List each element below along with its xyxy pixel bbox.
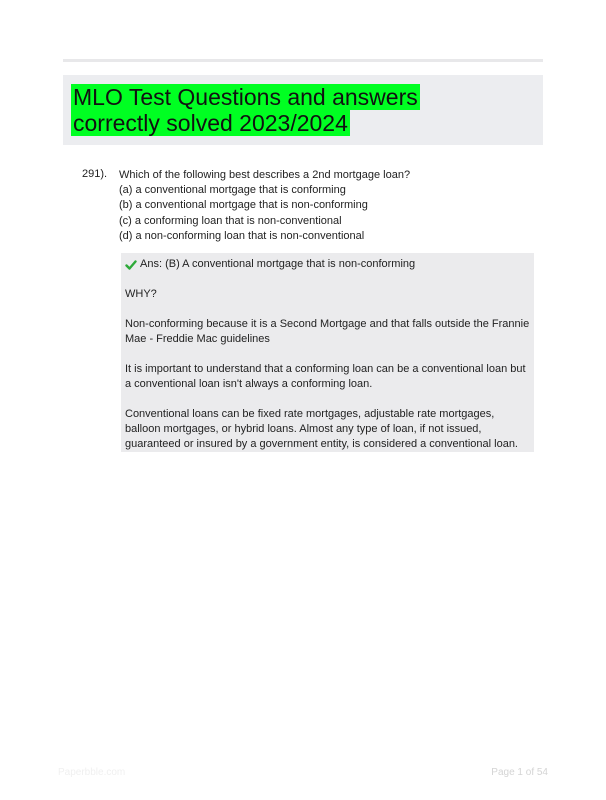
document-title: MLO Test Questions and answers correctly solved 2023/2024 xyxy=(73,84,418,136)
option-b: (b) a conventional mortgage that is non-conforming xyxy=(119,199,368,212)
option-a: (a) a conventional mortgage that is conforming xyxy=(119,184,346,197)
checkmark-icon xyxy=(125,259,137,271)
explanation-paragraph-3: Conventional loans can be fixed rate mortgages, adjustable rate mortgages, balloon mortgages, or hybrid loans. Almost any type of loan, if not issued, guaranteed or insured by a government entity, is considered a conventional loan. xyxy=(125,408,518,450)
answer-line xyxy=(125,257,530,272)
answer-box xyxy=(121,253,534,452)
footer-watermark: Paperbble.com xyxy=(58,767,126,778)
question-number: 291). xyxy=(82,168,108,180)
question-text: Which of the following best describes a 2nd mortgage loan? xyxy=(119,169,411,181)
option-c: (c) a conforming loan that is non-conventional xyxy=(119,214,342,227)
option-d: (d) a non-conforming loan that is non-conventional xyxy=(119,229,365,242)
page-indicator: Page 1 of 54 xyxy=(491,767,548,778)
answer-label: Ans: (B) A conventional mortgage that is non-conforming xyxy=(140,258,416,270)
question-block xyxy=(119,168,410,244)
explanation-paragraph-2: It is important to understand that a conforming loan can be a conventional loan but a conventional loan isn't always a conforming loan. xyxy=(125,363,526,390)
explanation-paragraph-1: Non-conforming because it is a Second Mortgage and that falls outside the Frannie Mae - Freddie Mac guidelines xyxy=(125,318,530,345)
top-divider xyxy=(63,59,543,62)
title-banner xyxy=(63,75,543,145)
why-heading: WHY? xyxy=(125,288,157,300)
